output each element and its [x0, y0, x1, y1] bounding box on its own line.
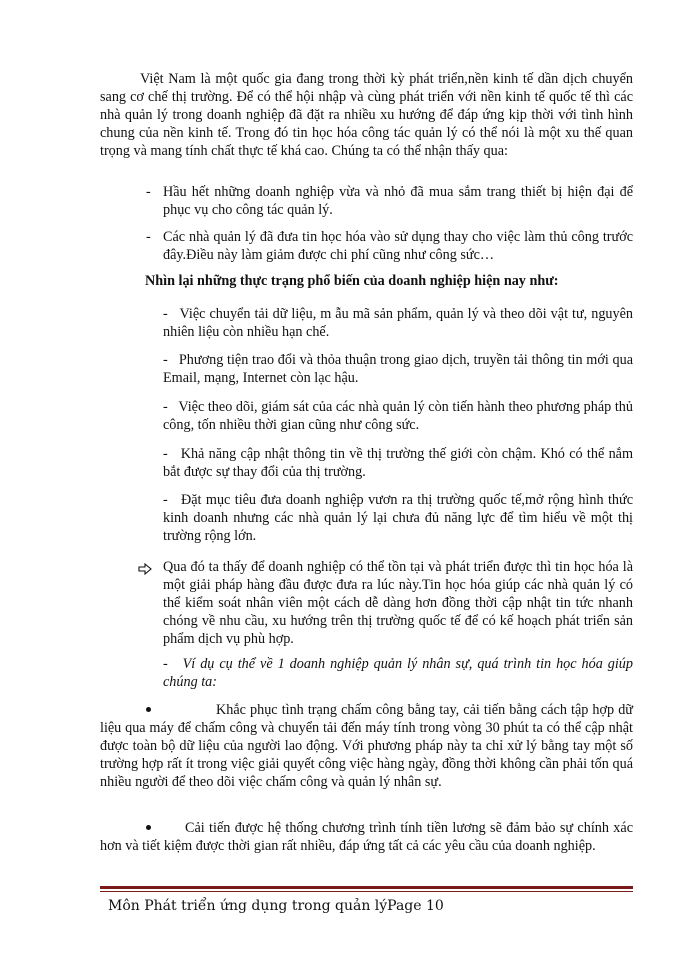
footer-rule-thin [100, 891, 633, 892]
section-heading: Nhìn lại những thực trạng phổ biến của doanh nghiệp hiện nay như: [145, 273, 559, 289]
example-text: Ví dụ cụ thể về 1 doanh nghiệp quản lý nhân sự, quá trình tin học hóa giúp chúng ta: [163, 656, 633, 690]
bullet-dash: - [163, 492, 168, 508]
bullet2-text-3: Việc theo dõi, giám sát của các nhà quản lý còn tiến hành theo phương pháp thủ công, tốn nhiều thời gian cũng như công sức. [163, 399, 633, 433]
bullet2-text-1: Việc chuyển tải dữ liệu, m ẫu mã sản phẩm, quản lý và theo dõi vật tư, nguyên nhiên liệu còn nhiều hạn chế. [163, 306, 633, 340]
bullet-dash: - [163, 446, 168, 462]
bullet2-text-4: Khả năng cập nhật thông tin về thị trường thế giới còn chậm. Khó có thể nắm bắt được sự thay đổi của thị trường. [163, 446, 634, 480]
conclusion-paragraph: Qua đó ta thấy để doanh nghiệp có thể tồn tại và phát triển được thì tin học hóa là một giải pháp hàng đầu được đưa ra lúc này.Tin học hóa giúp các nhà quản lý có thể kiểm soát nhân viên một cách dễ dàng hơn đồng thời cập nhật tin tức nhanh chóng về nhu cầu, xu hướng trên thị trường quốc tế để có kế hoạch phát triển sản phẩm dịch vụ phù hợp. [163, 559, 633, 647]
bullet2-text-5: Đặt mục tiêu đưa doanh nghiệp vươn ra thị trường quốc tế,mở rộng hình thức kinh doanh nhưng các nhà quản lý lại chưa đủ năng lực để tìm hiểu về một thị trường rộng lớn. [163, 492, 633, 544]
example-intro [163, 655, 633, 691]
bullet2-item-1 [163, 305, 633, 341]
footer-rule-thick [100, 886, 633, 889]
bullet3-item-1: Khắc phục tình trạng chấm công bằng tay, cải tiến bằng cách tập hợp dữ liệu qua máy để chấm công và chuyển tải đến máy tính trong vòng 30 phút ta có thể cập nhật được toàn bộ dữ liệu của người lao động. Với phương pháp này ta chỉ xử lý bằng tay một số trường hợp rất ít trong việc giải quyết công việc hàng ngày, đồng thời không cần phải tốn quá nhiều người để theo dõi việc chấm công và quản lý nhân sự. [100, 702, 633, 790]
bullet-dash: - [163, 399, 168, 415]
bullet2-text-2: Phương tiện trao đổi và thỏa thuận trong giao dịch, truyền tải thông tin mới qua Email, mạng, Internet còn lạc hậu. [163, 352, 633, 386]
bullet-dash: - [163, 306, 168, 322]
bullet2-item-2 [163, 351, 633, 387]
bullet-dash: - [146, 184, 151, 200]
bullet1-item-2: Các nhà quản lý đã đưa tin học hóa vào sử dụng thay cho việc làm thủ công trước đây.Điều này làm giảm được chi phí cũng như công sức… [163, 229, 633, 263]
intro-paragraph: Việt Nam là một quốc gia đang trong thời kỳ phát triển,nền kinh tế dần dịch chuyển sang cơ chế thị trường. Để có thể hội nhập và cùng phát triển với nền kinh tế quốc tế thì các nhà quản lý trong doanh nghiệp đã đặt ra nhiều xu hướng để đáp ứng kịp thời với tình hình chung của nền kinh tế. Trong đó tin học hóa công tác quản lý có thể nói là một xu thế quan trọng và mang tính chất thực tế khá cao. Chúng ta có thể nhận thấy qua: [100, 71, 633, 159]
bullet2-item-5 [163, 491, 633, 545]
page-footer: Môn Phát triển ứng dụng trong quản lýPage 10 [108, 898, 444, 914]
arrow-right-icon [138, 562, 152, 576]
bullet1-item-1: Hầu hết những doanh nghiệp vừa và nhỏ đã mua sắm trang thiết bị hiện đại để phục vụ cho công tác quản lý. [163, 184, 633, 218]
bullet-dash: - [163, 656, 168, 672]
bullet-dash: - [163, 352, 168, 368]
bullet-dash: - [146, 229, 151, 245]
bullet3-item-2: Cải tiến được hệ thống chương trình tính tiền lương sẽ đảm bảo sự chính xác hơn và tiết kiệm được thời gian rất nhiều, đáp ứng tất cả các yêu cầu của doanh nghiệp. [100, 820, 633, 854]
bullet2-item-3 [163, 398, 633, 434]
bullet2-item-4 [163, 445, 633, 481]
